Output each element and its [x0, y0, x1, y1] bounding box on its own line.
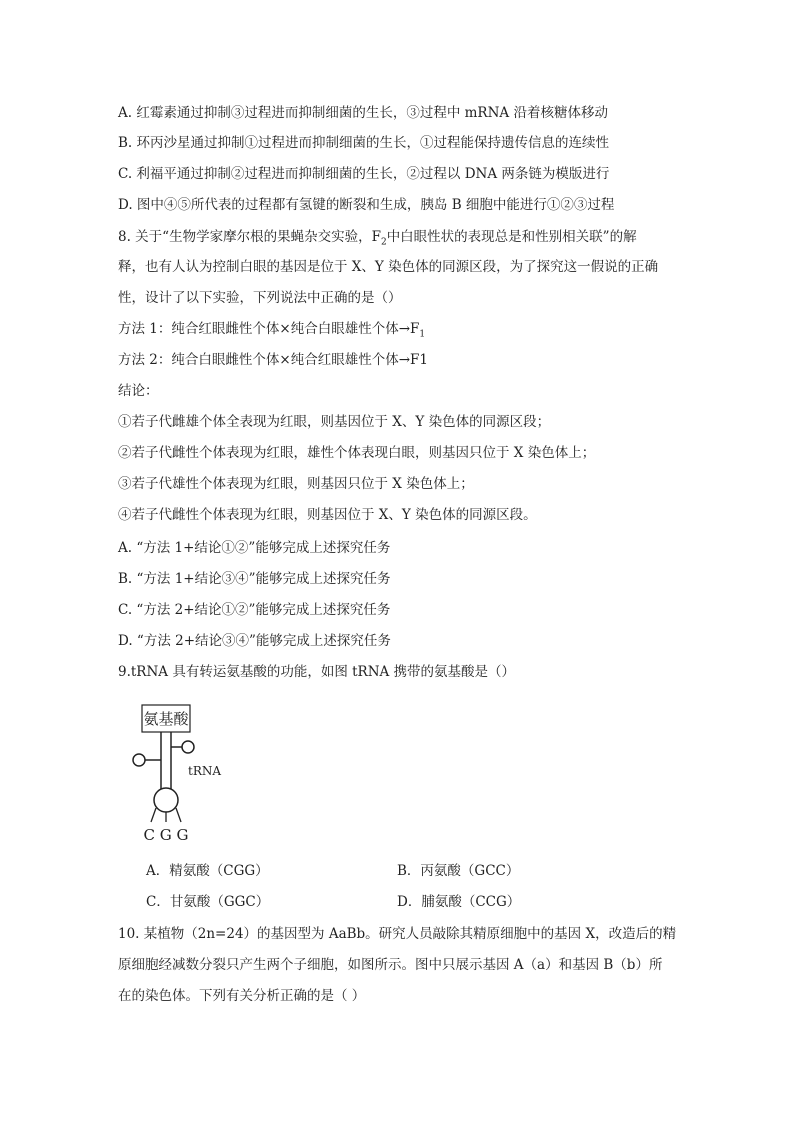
q8-option-c: C. “方法 2+结论①②”能够完成上述探究任务 — [118, 602, 391, 618]
q8-option-b: B. “方法 1+结论③④”能够完成上述探究任务 — [118, 571, 391, 587]
q8-stem-line3: 性，设计了以下实验，下列说法中正确的是（） — [118, 290, 402, 306]
q8-conclusion-1: ①若子代雌雄个体全表现为红眼，则基因位于 X、Y 染色体的同源区段； — [118, 414, 551, 430]
anticodon-tick-3 — [176, 808, 181, 822]
anticodon-bases: C G G — [143, 826, 189, 844]
q8-method1 — [118, 320, 425, 338]
trna-diagram — [128, 700, 238, 850]
q8-option-d: D. “方法 2+结论③④”能够完成上述探究任务 — [118, 633, 391, 649]
q8-stem-text-a: 8. 关于“生物学家摩尔根的果蝇杂交实验，F — [118, 229, 381, 245]
anticodon-loop — [154, 788, 178, 812]
q8-stem-line1 — [118, 228, 637, 246]
q9-option-d: D．脯氨酸（CCG） — [397, 894, 521, 910]
trna-label: tRNA — [188, 764, 222, 778]
q8-option-a: A. “方法 1+结论①②”能够完成上述探究任务 — [118, 540, 391, 556]
q8-conclusion-3: ③若子代雄性个体表现为红眼，则基因只位于 X 染色体上； — [118, 476, 474, 492]
q7-option-d: D. 图中④⑤所代表的过程都有氢键的断裂和生成，胰岛 B 细胞中能进行①②③过程 — [118, 197, 615, 213]
q8-conclusion-2: ②若子代雌性个体表现为红眼，雄性个体表现白眼，则基因只位于 X 染色体上； — [118, 445, 596, 461]
q7-option-c: C. 利福平通过抑制②过程进而抑制细菌的生长，②过程以 DNA 两条链为模版进行 — [118, 166, 610, 182]
q8-subscript: 2 — [380, 237, 387, 248]
q8-conclusion-4: ④若子代雌性个体表现为红眼，则基因位于 X、Y 染色体的同源区段。 — [118, 507, 537, 523]
q8-stem-text-b: 中白眼性状的表现总是和性别相关联”的解 — [386, 229, 637, 245]
q10-line3: 在的染色体。下列有关分析正确的是（ ） — [118, 988, 366, 1004]
q10-line1: 10. 某植物（2n=24）的基因型为 AaBb。研究人员敲除其精原细胞中的基因 X，改造后的精 — [118, 926, 677, 942]
q7-option-a: A. 红霉素通过抑制③过程进而抑制细菌的生长，③过程中 mRNA 沿着核糖体移动 — [118, 105, 608, 121]
q7-option-b: B. 环丙沙星通过抑制①过程进而抑制细菌的生长，①过程能保持遗传信息的连续性 — [118, 135, 610, 151]
q10-line2: 原细胞经减数分裂只产生两个子细胞，如图所示。图中只展示基因 A（a）和基因 B（b）所 — [118, 957, 663, 973]
q9-option-a: A．精氨酸（CGG） — [146, 863, 269, 879]
trna-loop-right — [182, 741, 194, 753]
q8-method2: 方法 2：纯合白眼雌性个体×纯合红眼雄性个体→F1 — [118, 352, 428, 368]
q9-option-b: B．丙氨酸（GCC） — [397, 863, 520, 879]
amino-acid-label: 氨基酸 — [143, 710, 189, 728]
q8-method1-sub: 1 — [419, 329, 426, 340]
q9-stem: 9.tRNA 具有转运氨基酸的功能，如图 tRNA 携带的氨基酸是（） — [118, 664, 516, 680]
q9-option-c: C．甘氨酸（GGC） — [146, 894, 270, 910]
q8-method1-text: 方法 1：纯合红眼雌性个体×纯合白眼雄性个体→F — [118, 321, 420, 337]
anticodon-tick-1 — [151, 808, 156, 822]
q8-conclusion-label: 结论： — [118, 383, 159, 399]
trna-loop-left — [133, 754, 145, 766]
q8-stem-line2: 释，也有人认为控制白眼的基因是位于 X、Y 染色体的同源区段，为了探究这一假说的正确 — [118, 259, 659, 275]
